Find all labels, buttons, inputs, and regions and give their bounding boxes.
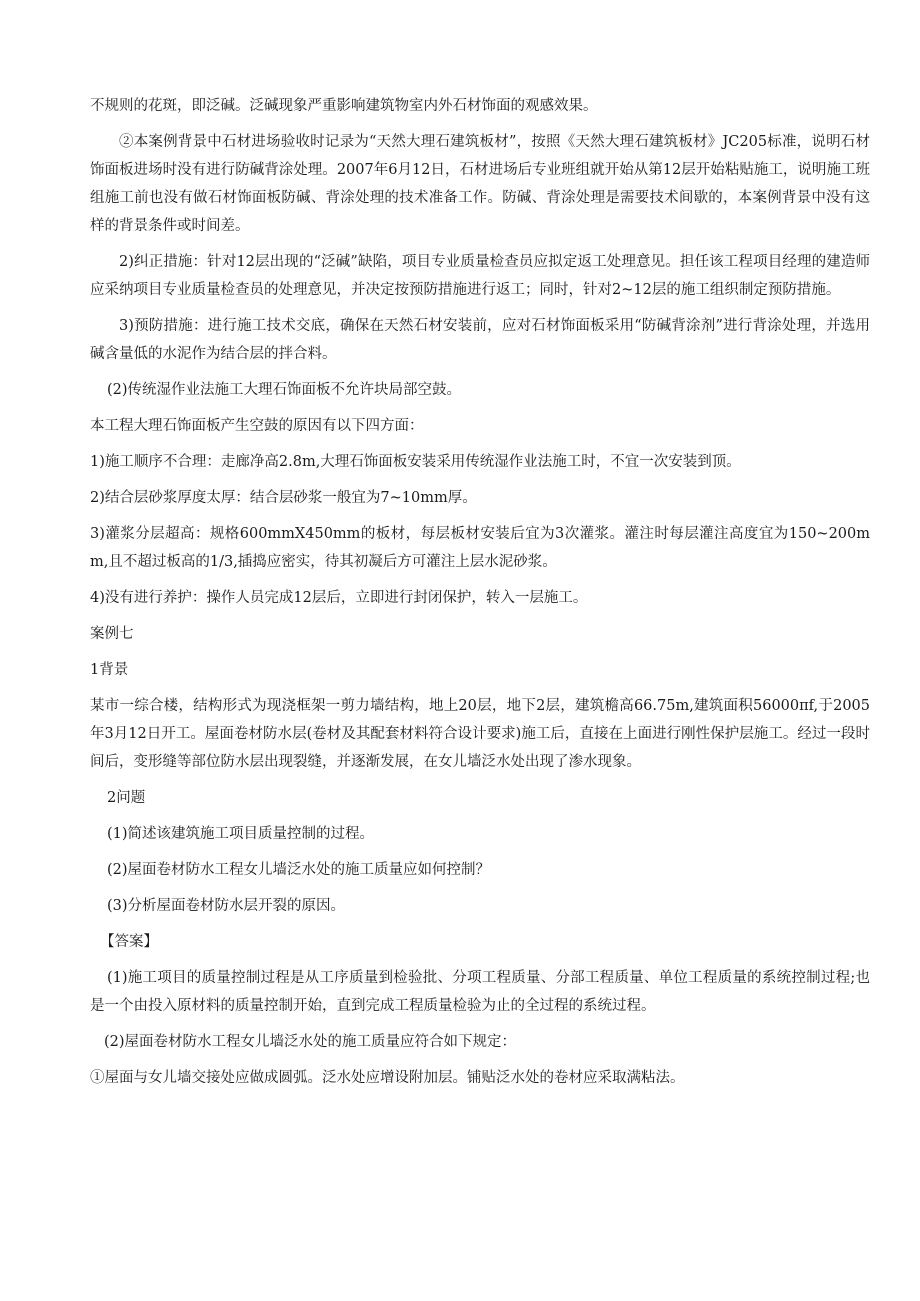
- question-2: (2)屋面卷材防水工程女儿墙泛水处的施工质量应如何控制？: [107, 862, 491, 878]
- questions-heading: 2问题: [107, 790, 146, 806]
- answer-2-item-1: ①屋面与女儿墙交接处应做成圆弧。泛水处应增设附加层。铺贴泛水处的卷材应采取满粘法。: [90, 1070, 685, 1086]
- paragraph-background: 某市一综合楼，结构形式为现浇框架一剪力墙结构，地上20层，地下2层，建筑檐高66.75m,建筑面积56000πf,于2005年3月12日开工。屋面卷材防水层(卷材及其配套材料符合设计要求)施工后，直接在上面进行刚性保护层施工。经过一段时间后，变形缝等部位防水层出现裂缝，并逐渐发展，在女儿墙泛水处出现了渗水现象。: [90, 698, 870, 770]
- paragraph-reason-2: 2)结合层砂浆厚度太厚：结合层砂浆一般宜为7~10mm厚。: [90, 490, 477, 506]
- paragraph-hollowing-rule: (2)传统湿作业法施工大理石饰面板不允许块局部空鼓。: [107, 382, 462, 398]
- paragraph-reason-1: 1)施工顺序不合理：走廊净高2.8m,大理石饰面板安装采用传统湿作业法施工时，不宜一次安装到顶。: [90, 454, 741, 470]
- background-heading: 1背景: [90, 662, 129, 678]
- answer-heading: 【答案】: [100, 934, 158, 950]
- paragraph-continuation: 不规则的花斑，即泛碱。泛碱现象严重影响建筑物室内外石材饰面的观感效果。: [90, 98, 598, 114]
- paragraph-reason-4: 4)没有进行养护：操作人员完成12层后，立即进行封闭保护，转入一层施工。: [90, 590, 588, 606]
- answer-1: (1)施工项目的质量控制过程是从工序质量到检验批、分项工程质量、分部工程质量、单位工程质量的系统控制过程;也是一个由投入原材料的质量控制开始，直到完成工程质量检验为止的全过程的系统过程。: [90, 970, 870, 1014]
- document-body: [90, 92, 870, 1092]
- case-seven-heading: 案例七: [90, 626, 134, 642]
- paragraph-corrective-measures: 2)纠正措施：针对12层出现的“泛碱”缺陷，项目专业质量检查员应拟定返工处理意见。担任该工程项目经理的建造师应采纳项目专业质量检查员的处理意见，并决定按预防措施进行返工；同时，针对2~12层的施工组织制定预防措施。: [90, 254, 870, 298]
- answer-2: (2)屋面卷材防水工程女儿墙泛水处的施工质量应符合如下规定：: [104, 1034, 517, 1050]
- paragraph-reason-3: 3)灌浆分层超高：规格600mmX450mm的板材，每层板材安装后宜为3次灌浆。灌注时每层灌注高度宜为150~200mm,且不超过板高的1/3,插捣应密实，待其初凝后方可灌注上层水泥砂浆。: [90, 526, 870, 570]
- paragraph-stone-acceptance: ②本案例背景中石材进场验收时记录为“天然大理石建筑板材”，按照《天然大理石建筑板材》JC205标准，说明石材饰面板进场时没有进行防碱背涂处理。2007年6月12日，石材进场后专业班组就开始从第12层开始粘贴施工，说明施工班组施工前也没有做石材饰面板防碱、背涂处理的技术准备工作。防碱、背涂处理是需要技术间歇的，本案例背景中没有这样的背景条件或时间差。: [90, 134, 870, 234]
- paragraph-hollowing-reasons: 本工程大理石饰面板产生空鼓的原因有以下四方面：: [90, 418, 424, 434]
- question-1: (1)简述该建筑施工项目质量控制的过程。: [107, 826, 375, 842]
- paragraph-preventive-measures: 3)预防措施：进行施工技术交底，确保在天然石材安装前，应对石材饰面板采用“防碱背涂剂”进行背涂处理，并选用碱含量低的水泥作为结合层的拌合料。: [90, 318, 870, 362]
- question-3: (3)分析屋面卷材防水层开裂的原因。: [107, 898, 346, 914]
